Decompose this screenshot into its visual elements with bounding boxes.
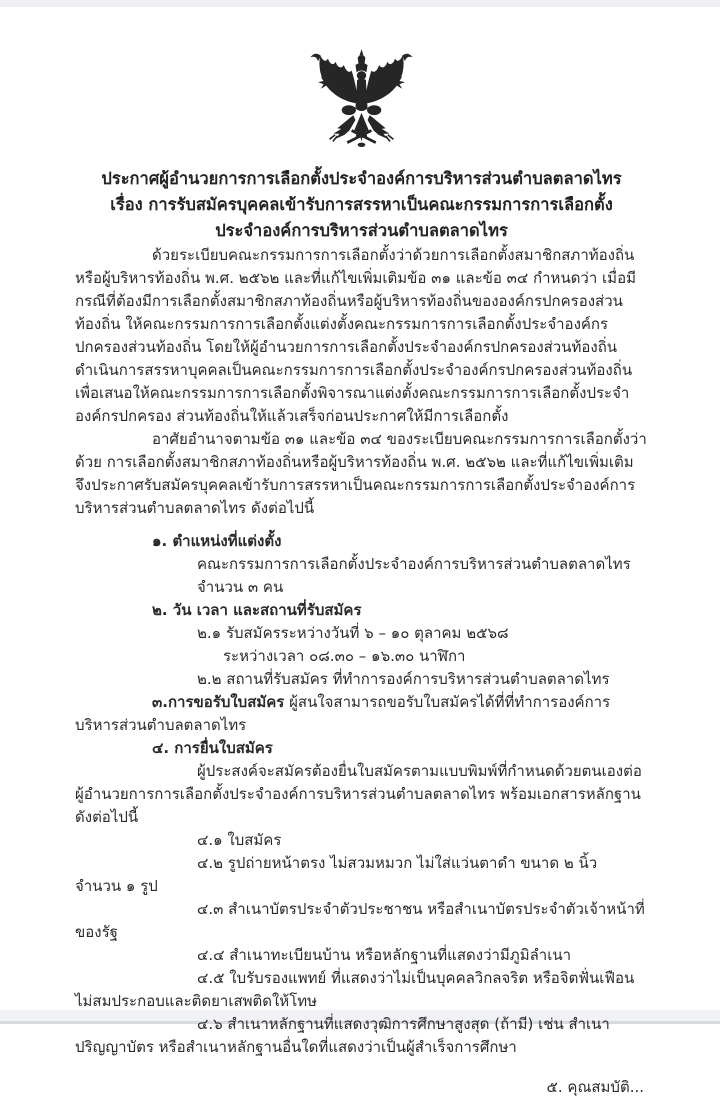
title-line-2: เรื่อง การรับสมัครบุคคลเข้ารับการสรรหาเป็นคณะกรรมการการเลือกตั้ง [110,195,613,214]
section-4-item-2: ๔.๒ รูปถ่ายหน้าตรง ไม่สวมหมวก ไม่ใส่แว่นตาดำ ขนาด ๒ นิ้ว จำนวน ๑ รูป [75,854,598,895]
section-4-item-4: ๔.๔ สำเนาทะเบียนบ้าน หรือหลักฐานที่แสดงว่ามีภูมิลำเนา [197,946,571,964]
section-2-item-place: ๒.๒ สถานที่รับสมัคร ที่ทำการองค์การบริหารส่วนตำบลตลาดไทร [197,670,610,688]
section-2-item-dates: ๒.๑ รับสมัครระหว่างวันที่ ๖ – ๑๐ ตุลาคม ๒๕๖๘ [197,624,509,642]
section-1-line-count: จำนวน ๓ คน [197,578,284,596]
section-3-line [75,691,648,737]
section-1-heading: ๑. ตำแหน่งที่แต่งตั้ง [152,532,282,550]
section-4-heading: ๔. การยื่นใบสมัคร [152,739,273,757]
document-title [75,166,648,244]
section-4-item-3: ๔.๓ สำเนาบัตรประจำตัวประชาชน หรือสำเนาบัตรประจำตัวเจ้าหน้าที่ของรัฐ [75,900,645,941]
garuda-emblem-icon [75,48,648,160]
section-2-item-hours: ระหว่างเวลา ๐๘.๓๐ – ๑๖.๓๐ นาฬิกา [223,647,466,665]
section-4-item-6: ๔.๖ สำเนาหลักฐานที่แสดงวุฒิการศึกษาสูงสุด (ถ้ามี) เช่น สำเนาปริญญาบัตร หรือสำเนาหลักฐานอื่นใดที่แสดงว่าเป็นผู้สำเร็จการศึกษา [75,1015,610,1056]
title-line-1: ประกาศผู้อำนวยการการเลือกตั้งประจำองค์การบริหารส่วนตำบลตลาดไทร [101,169,622,188]
section-4-item-5: ๔.๕ ใบรับรองแพทย์ ที่แสดงว่าไม่เป็นบุคคลวิกลจริต หรือจิตฟั่นเฟือนไม่สมประกอบและติดยาเสพติดให้โทษ [75,969,635,1010]
section-1-line-committee: คณะกรรมการการเลือกตั้งประจำองค์การบริหารส่วนตำบลตลาดไทร [197,555,631,573]
paragraph-authority: อาศัยอำนาจตามข้อ ๓๑ และข้อ ๓๔ ของระเบียบคณะกรรมการการเลือกตั้งว่าด้วย การเลือกตั้งสมาชิกสภาท้องถิ่นหรือผู้บริหารท้องถิ่น พ.ศ. ๒๕๖๒ และที่แก้ไขเพิ่มเติม จึงประกาศรับสมัครบุคคลเข้ารับการสรรหาเป็นคณะกรรมการการเลือกตั้งประจำองค์การบริหารส่วนตำบลตลาดไทร ดังต่อไปนี้ [75,430,647,517]
section-3-heading: ๓.การขอรับใบสมัคร [152,693,285,711]
section-2-heading: ๒. วัน เวลา และสถานที่รับสมัคร [152,601,362,619]
paragraph-preamble: ด้วยระเบียบคณะกรรมการการเลือกตั้งว่าด้วยการเลือกตั้งสมาชิกสภาท้องถิ่นหรือผู้บริหารท้องถิ่น พ.ศ. ๒๕๖๒ และที่แก้ไขเพิ่มเติมข้อ ๓๑ และข้อ ๓๔ กำหนดว่า เมื่อมีกรณีที่ต้องมีการเลือกตั้งสมาชิกสภาท้องถิ่นหรือผู้บริหารท้องถิ่นขององค์กรปกครองส่วนท้องถิ่น ให้คณะกรรมการการเลือกตั้งแต่งตั้งคณะกรรมการการเลือกตั้งประจำองค์กรปกครองส่วนท้องถิ่น โดยให้ผู้อำนวยการการเลือกตั้งประจำองค์กรปกครองส่วนท้องถิ่นดำเนินการสรรหาบุคคลเป็นคณะกรรมการการเลือกตั้งประจำองค์กรปกครองส่วนท้องถิ่น เพื่อเสนอให้คณะกรรมการการเลือกตั้งพิจารณาแต่งตั้งคณะกรรมการการเลือกตั้งประจำองค์กรปกครอง ส่วนท้องถิ่นให้แล้วเสร็จก่อนประกาศให้มีการเลือกตั้ง [75,246,636,425]
section-3-text: ผู้สนใจสามารถขอรับใบสมัครได้ที่ที่ทำการองค์การบริหารส่วนตำบลตลาดไทร [75,693,611,734]
section-4-item-1: ๔.๑ ใบสมัคร [197,831,282,849]
page-continuation-marker: ๕. คุณสมบัติ... [546,1078,644,1096]
title-line-3: ประจำองค์การบริหารส่วนตำบลตลาดไทร [215,221,508,240]
section-4-intro: ผู้ประสงค์จะสมัครต้องยื่นใบสมัครตามแบบพิมพ์ที่กำหนดด้วยตนเองต่อผู้อำนวยการการเลือกตั้งประจำองค์การบริหารส่วนตำบลตลาดไทร พร้อมเอกสารหลักฐาน ดังต่อไปนี้ [75,762,642,826]
